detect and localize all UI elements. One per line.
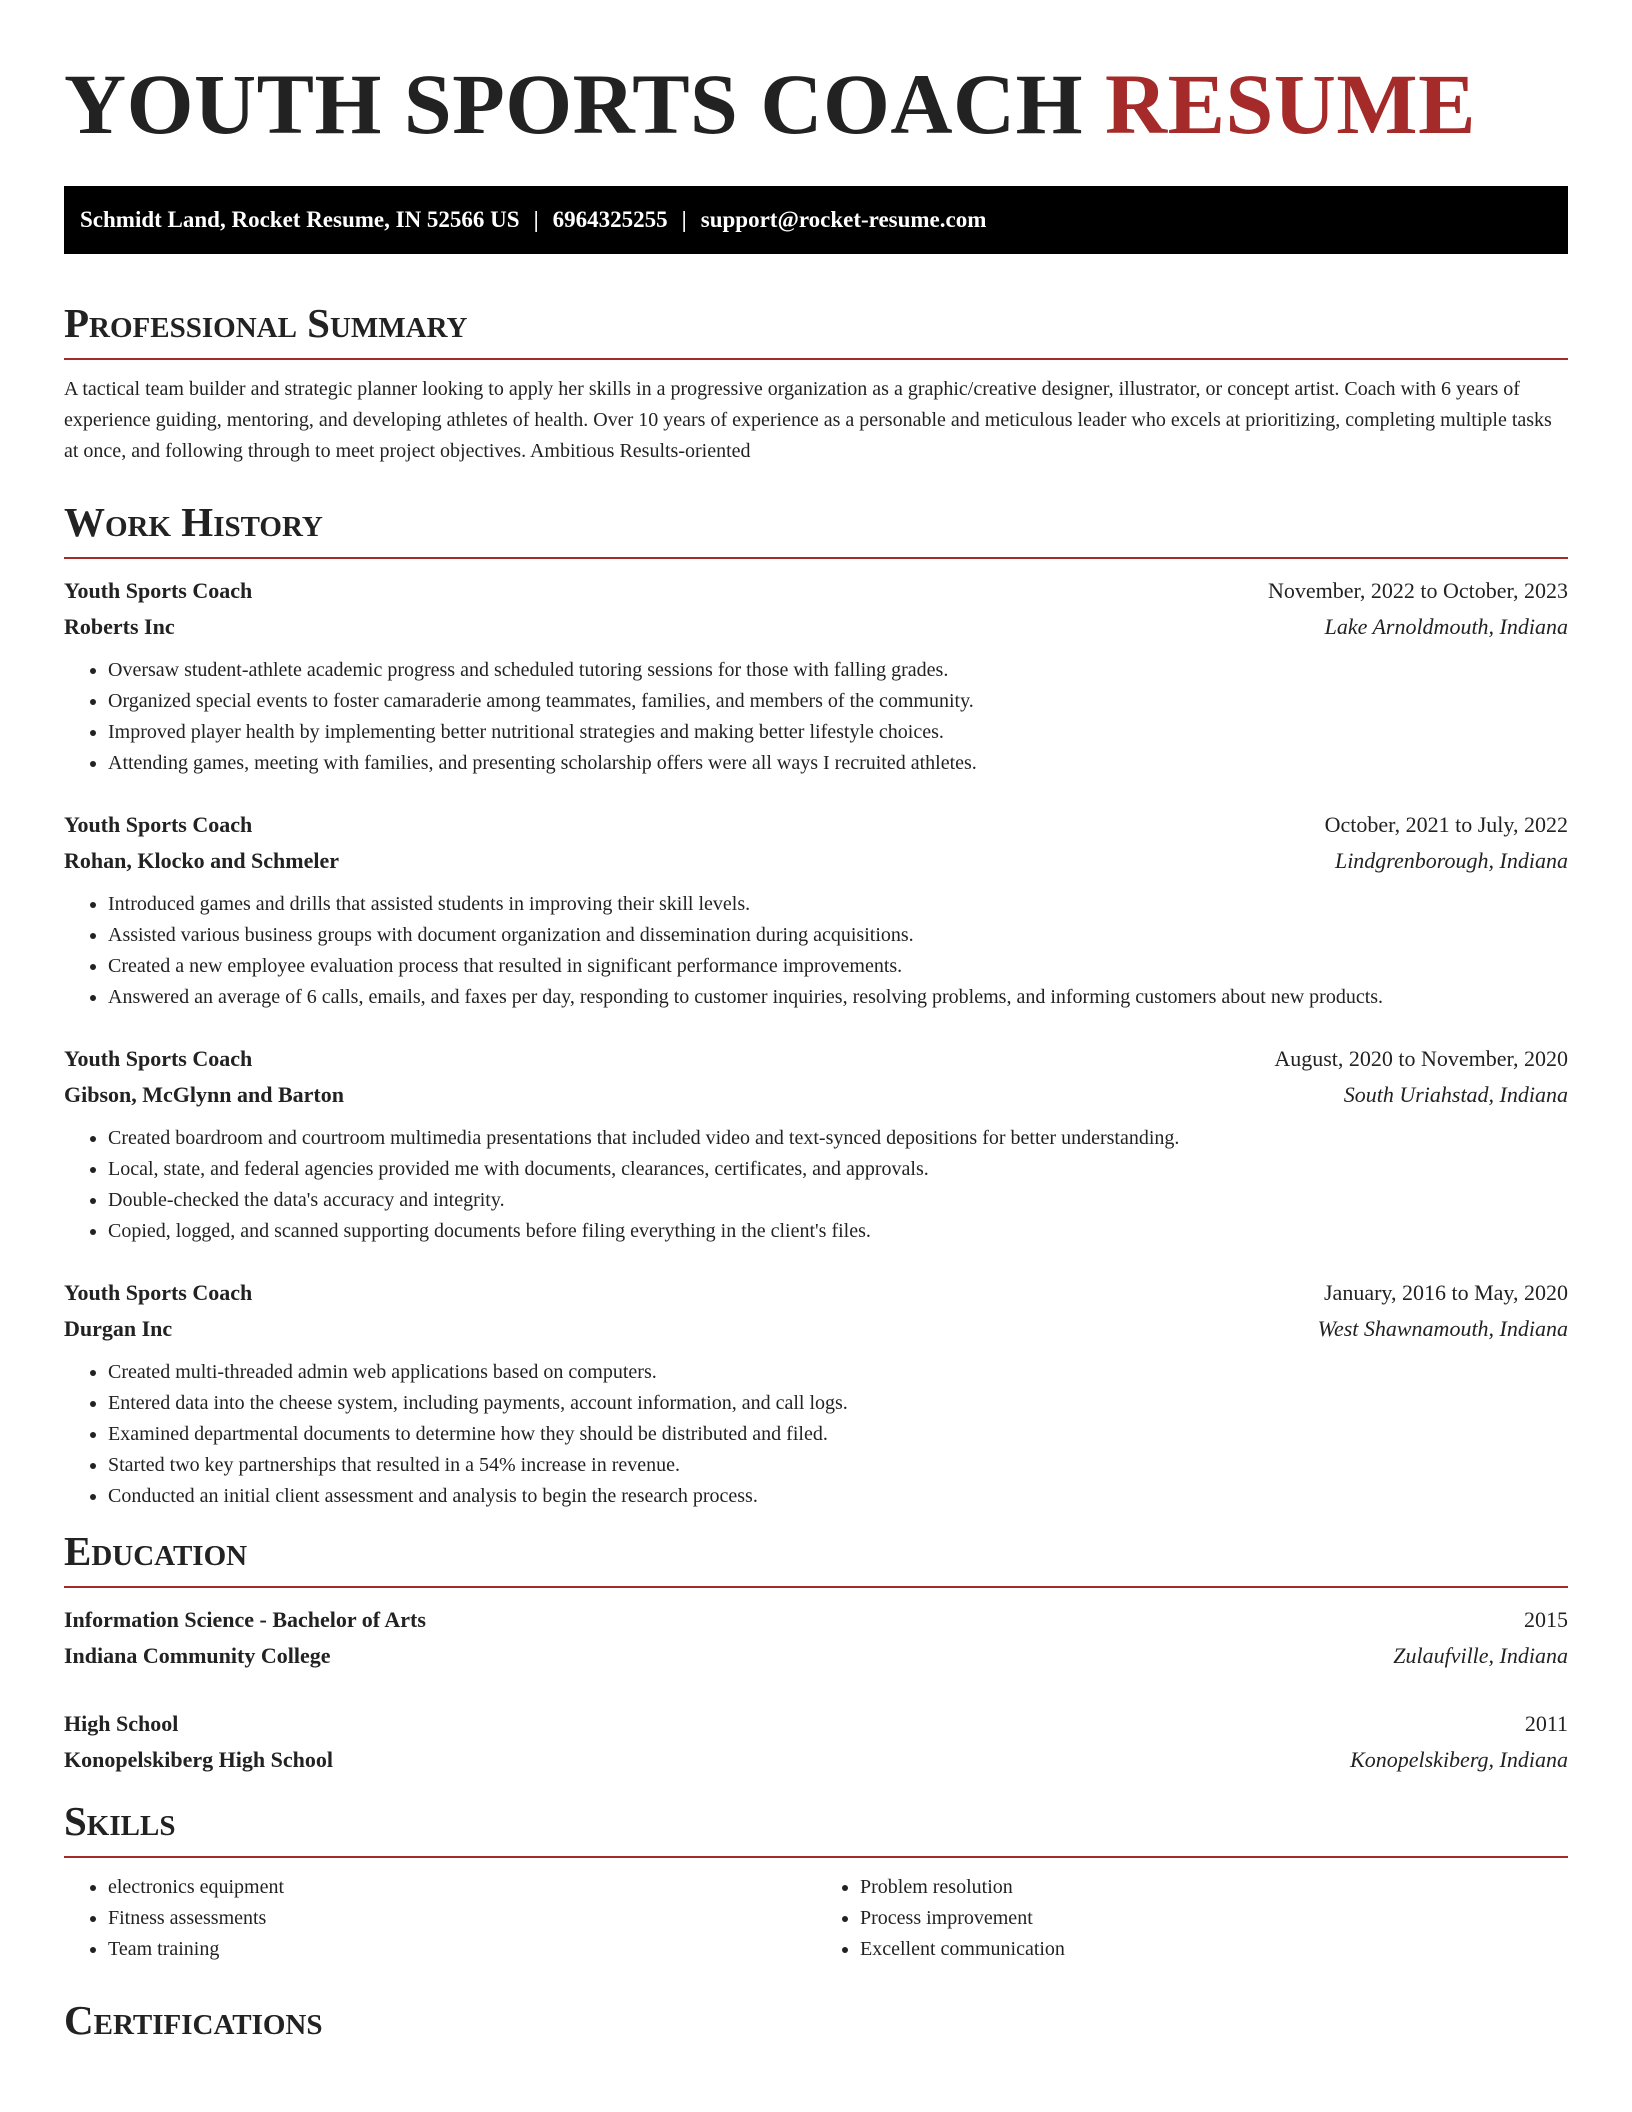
title-accent: RESUME <box>1105 56 1476 152</box>
job-bullet: • Oversaw student-athlete academic progress and scheduled tutoring sessions for those with falling grades. <box>108 655 1568 686</box>
education-entry <box>64 1602 1568 1674</box>
skills-list-right <box>816 1872 1568 1965</box>
contact-address: Schmidt Land, Rocket Resume, IN 52566 US <box>80 207 520 232</box>
job-location: West Shawnamouth, Indiana <box>1317 1316 1568 1341</box>
job-dates: January, 2016 to May, 2020 <box>1324 1280 1568 1305</box>
job-title: Youth Sports Coach <box>64 1280 253 1305</box>
job-bullet: • Started two key partnerships that resulted in a 54% increase in revenue. <box>108 1450 1568 1481</box>
job-dates: August, 2020 to November, 2020 <box>1274 1046 1568 1071</box>
contact-separator: | <box>681 207 687 232</box>
job-bullet: • Examined departmental documents to determine how they should be distributed and filed. <box>108 1419 1568 1450</box>
summary-heading: Professional Summary <box>64 298 1568 360</box>
contact-bar <box>64 186 1568 254</box>
certifications-heading: Certifications <box>64 1997 323 2043</box>
job-bullets <box>64 889 1568 1013</box>
summary-text: A tactical team builder and strategic planner looking to apply her skills in a progressive organization as a graphic/creative designer, illustrator, or concept artist. Coach with 6 years of experience guiding, mentoring, and developing athletes of health. Over 10 years of experience as a personable and meticulous leader who excels at prioritizing, completing multiple tasks at once, and following through to meet project objectives. Ambitious Results-oriented <box>64 378 1552 462</box>
job-bullet: • Created a new employee evaluation process that resulted in significant performance improvements. <box>108 951 1568 982</box>
job-company: Gibson, McGlynn and Barton <box>64 1082 344 1107</box>
skill-item: • Fitness assessments <box>108 1903 816 1934</box>
job-entry <box>64 1275 1568 1512</box>
education-entry <box>64 1706 1568 1778</box>
contact-phone: 6964325255 <box>552 207 668 232</box>
school-location: Zulaufville, Indiana <box>1393 1643 1568 1668</box>
job-bullet: • Created multi-threaded admin web applications based on computers. <box>108 1357 1568 1388</box>
job-title: Youth Sports Coach <box>64 578 253 603</box>
job-bullet: • Organized special events to foster camaraderie among teammates, families, and members of the community. <box>108 686 1568 717</box>
job-location: Lake Arnoldmouth, Indiana <box>1324 614 1568 639</box>
title-main: YOUTH SPORTS COACH <box>64 56 1083 152</box>
job-bullet: • Created boardroom and courtroom multimedia presentations that included video and text-synced depositions for better understanding. <box>108 1123 1568 1154</box>
school-location: Konopelskiberg, Indiana <box>1350 1747 1568 1772</box>
contact-email: support@rocket-resume.com <box>700 207 987 232</box>
work-history-heading: Work History <box>64 497 1568 559</box>
job-dates: November, 2022 to October, 2023 <box>1267 578 1568 603</box>
job-bullet: • Answered an average of 6 calls, emails, and faxes per day, responding to customer inquiries, resolving problems, and informing customers about new products. <box>108 982 1568 1013</box>
job-bullet: • Conducted an initial client assessment and analysis to begin the research process. <box>108 1481 1568 1512</box>
job-entry <box>64 573 1568 779</box>
job-location: South Uriahstad, Indiana <box>1343 1082 1568 1107</box>
graduation-year: 2011 <box>1524 1711 1568 1736</box>
job-bullet: • Assisted various business groups with document organization and dissemination during acquisitions. <box>108 920 1568 951</box>
skill-item: • Problem resolution <box>860 1872 1568 1903</box>
job-bullet: • Copied, logged, and scanned supporting documents before filing everything in the client's files. <box>108 1216 1568 1247</box>
job-title: Youth Sports Coach <box>64 812 253 837</box>
job-bullet: • Introduced games and drills that assisted students in improving their skill levels. <box>108 889 1568 920</box>
job-entry <box>64 1041 1568 1247</box>
job-bullet: • Entered data into the cheese system, including payments, account information, and call logs. <box>108 1388 1568 1419</box>
skill-item: • Excellent communication <box>860 1934 1568 1965</box>
job-entry <box>64 807 1568 1013</box>
resume-title <box>64 56 1568 152</box>
job-bullets <box>64 655 1568 779</box>
degree: Information Science - Bachelor of Arts <box>64 1607 426 1632</box>
job-bullet: • Double-checked the data's accuracy and integrity. <box>108 1185 1568 1216</box>
resume-page <box>64 0 1568 2069</box>
job-company: Durgan Inc <box>64 1316 173 1341</box>
job-bullet: • Attending games, meeting with families, and presenting scholarship offers were all ways I recruited athletes. <box>108 748 1568 779</box>
skill-item: • Process improvement <box>860 1903 1568 1934</box>
job-bullets <box>64 1357 1568 1512</box>
school-name: Konopelskiberg High School <box>64 1747 333 1772</box>
skills-grid <box>64 1872 1568 1965</box>
job-bullet: • Improved player health by implementing better nutritional strategies and making better lifestyle choices. <box>108 717 1568 748</box>
skills-list-left <box>64 1872 816 1965</box>
job-company: Rohan, Klocko and Schmeler <box>64 848 340 873</box>
job-company: Roberts Inc <box>64 614 175 639</box>
skill-item: • Team training <box>108 1934 816 1965</box>
job-location: Lindgrenborough, Indiana <box>1334 848 1568 873</box>
education-heading: Education <box>64 1526 1568 1588</box>
job-dates: October, 2021 to July, 2022 <box>1324 812 1568 837</box>
job-title: Youth Sports Coach <box>64 1046 253 1071</box>
job-bullets <box>64 1123 1568 1247</box>
graduation-year: 2015 <box>1524 1607 1568 1632</box>
contact-separator: | <box>533 207 539 232</box>
skills-heading: Skills <box>64 1796 1568 1858</box>
skill-item: • electronics equipment <box>108 1872 816 1903</box>
degree: High School <box>64 1711 179 1736</box>
school-name: Indiana Community College <box>64 1643 331 1668</box>
job-bullet: • Local, state, and federal agencies provided me with documents, clearances, certificates, and approvals. <box>108 1154 1568 1185</box>
